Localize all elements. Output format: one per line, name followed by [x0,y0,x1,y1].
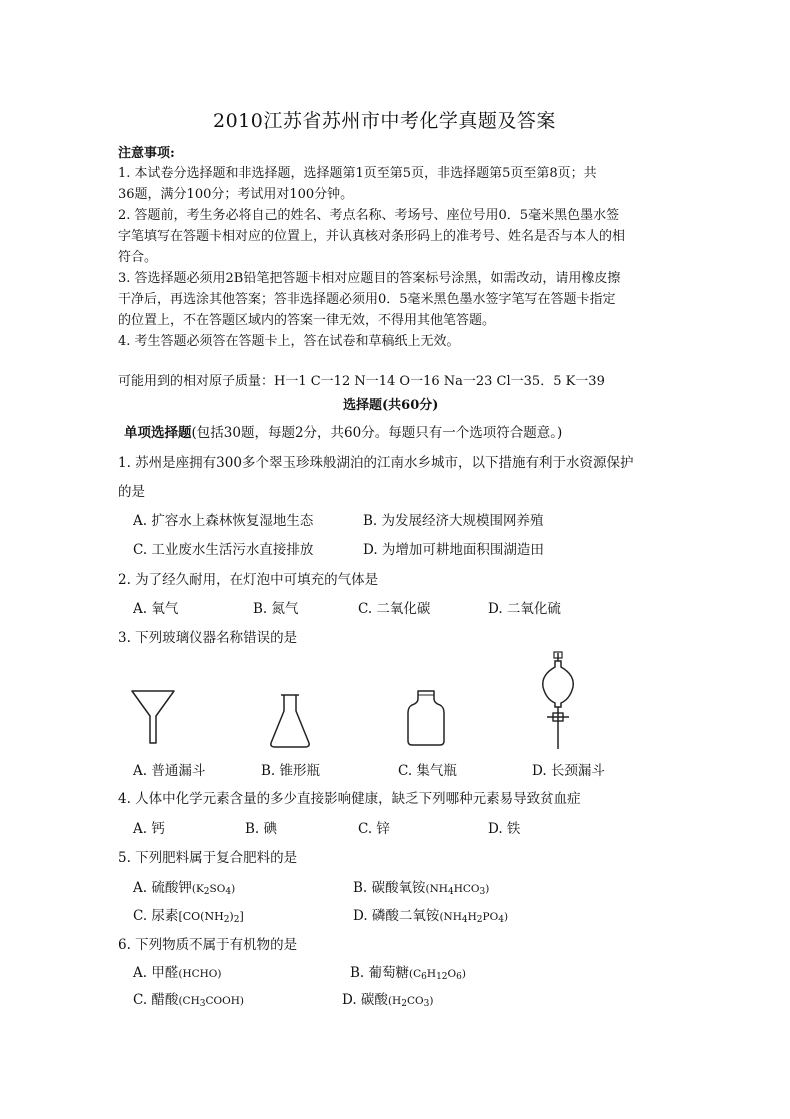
formula-text: ) [485,883,490,895]
conical-flask-icon [267,693,313,749]
formula-sub: 2 [203,887,210,897]
q6-d-name: D. 碳酸 [342,992,388,1008]
funnel-icon [130,689,176,745]
formula-sub: 2 [233,915,240,925]
q3-option-c: C. 集气瓶 [398,763,457,779]
formula-sub: 3 [479,887,486,897]
formula-sub: 4 [225,887,232,897]
formula-text: H [467,911,477,923]
formula-sub: 3 [423,999,430,1009]
formula-text: (NH [425,883,448,895]
formula-sub: 2 [476,915,483,925]
section-intro-rest: (包括30题，每题2分，共60分。每题只有一个选项符合题意。) [191,425,563,441]
notice-line: 4. 考生答题必须答在答题卡上，答在试卷和草稿纸上无效。 [118,334,460,349]
q3-option-b: B. 锥形瓶 [261,763,321,779]
formula-text: (C [409,968,422,980]
q5-b-name: B. 碳酸氧铵 [353,880,426,896]
q5-d-name: D. 磷酸二氧铵 [353,908,440,924]
q5-c-name: C. 尿素 [133,908,179,924]
formula-text: SO [209,883,226,895]
formula-text: ] [239,910,244,923]
q4-stem: 4. 人体中化学元素含量的多少直接影响健康，缺乏下列哪种元素易导致贫血症 [118,791,581,807]
formula-sub: 12 [436,972,448,982]
q2-option-c: C. 二氧化碳 [358,601,431,617]
formula-sub: 4 [498,915,504,925]
q3-stem: 3. 下列玻璃仪器名称错误的是 [118,630,298,646]
q4-option-d: D. 铁 [488,821,521,837]
formula-text: CO [406,995,424,1007]
formula-text: ) [231,883,236,895]
q1-option-a: A. 扩容水上森林恢复湿地生态 [133,513,314,529]
q3-option-d: D. 长颈漏斗 [532,763,605,779]
q2-option-d: D. 二氧化硫 [488,601,561,617]
notice-line: 2. 答题前，考生务必将自己的姓名、考点名称、考场号、座位号用0．5毫米黑色墨水签 [118,208,620,223]
formula-sub: 2 [401,999,407,1009]
q5-option-a [133,876,235,897]
q5-option-c [133,904,244,925]
long-neck-funnel-icon [535,651,581,751]
q6-stem: 6. 下列物质不属于有机物的是 [118,937,298,953]
section-intro [124,421,562,441]
notice-line: 的位置上，不在答题区域内的答案一律无效，不得用其他笔答题。 [118,313,496,328]
q1-stem: 1. 苏州是座拥有300多个翠玉珍珠般湖泊的江南水乡城市，以下措施有利于水资源保护 [118,455,634,471]
q6-d-formula [388,995,434,1007]
q1-option-d: D. 为增加可耕地面积围湖造田 [363,542,544,558]
notice-line: 1. 本试卷分选择题和非选择题，选择题第1页至第5页，非选择题第5页至第8页；共 [118,166,597,181]
q6-option-c [133,988,244,1009]
q1-option-c: C. 工业废水生活污水直接排放 [133,542,314,558]
q6-a-formula: (HCHO) [178,968,222,980]
formula-text: (NH [439,911,462,923]
q5-option-d [353,904,508,925]
atomic-masses: 可能用到的相对原子质量：H一1 C一12 N一14 O一16 Na一23 Cl一35．5 K一39 [118,374,605,389]
formula-text: (CH [178,995,200,1007]
q5-c-formula [178,910,243,923]
formula-text: ) [461,968,466,980]
formula-text: (K [191,883,204,895]
q2-option-a: A. 氧气 [133,601,179,617]
q5-d-formula [439,911,508,923]
notice-line: 干净后，再选涂其他答案；答非选择题必须用0．5毫米黑色墨水签字笔写在答题卡指定 [118,292,616,307]
notice-line: 3. 答选择题必须用2B铅笔把答题卡相对应题目的答案标号涂黑，如需改动，请用橡皮擦 [118,271,621,286]
formula-text: PO [482,911,499,923]
section-title: 选择题(共60分) [343,398,439,413]
q3-option-a: A. 普通漏斗 [133,763,206,779]
page-title: 2010江苏省苏州市中考化学真题及答案 [213,110,556,132]
formula-text: (H [387,995,402,1007]
formula-sub: 4 [447,887,454,897]
q6-option-a [133,961,222,981]
notice-line: 字笔填写在答题卡相对应的位置上，并认真核对条形码上的准考号、姓名是否与本人的相 [118,229,626,244]
formula-text: ) [503,911,509,923]
q5-stem: 5. 下列肥料属于复合肥料的是 [118,850,298,866]
q1-option-b: B. 为发展经济大规模围网养殖 [363,513,544,529]
formula-sub: 2 [223,915,230,925]
q6-option-d [342,988,433,1009]
formula-text: ) [229,910,234,923]
formula-text: ) [429,995,434,1007]
notice-line: 符合。 [118,250,158,265]
formula-text: COOH) [205,995,244,1007]
q5-a-formula [192,883,235,895]
formula-sub: 4 [461,915,468,925]
q5-option-b [353,876,489,897]
q4-option-b: B. 碘 [245,821,278,837]
q5-a-name: A. 硫酸钾 [133,880,192,896]
formula-sub: 6 [421,972,427,982]
q6-a-name: A. 甲醛 [133,965,179,981]
notice-line: 36题，满分100分；考试用对100分钟。 [118,187,354,202]
q4-option-c: C. 锌 [358,821,390,837]
formula-text: [CO(NH [178,910,224,923]
formula-text: H [426,968,437,980]
q6-b-formula [409,968,466,980]
formula-sub: 3 [199,999,206,1009]
q6-c-name: C. 醋酸 [133,992,179,1008]
formula-text: HCO [453,883,480,895]
q4-option-a: A. 钙 [133,821,165,837]
formula-text: O [447,968,457,980]
q2-option-b: B. 氮气 [253,601,299,617]
q6-option-b [350,961,466,982]
section-intro-bold: 单项选择题 [124,425,192,441]
gas-bottle-icon [406,689,446,747]
q1-stem: 的是 [118,484,145,500]
q6-b-name: B. 葡萄糖 [350,965,410,981]
q6-c-formula [178,995,244,1007]
q2-stem: 2. 为了经久耐用，在灯泡中可填充的气体是 [118,572,379,588]
q5-b-formula [426,883,490,895]
notice-heading: 注意事项: [118,146,175,161]
formula-sub: 6 [456,972,462,982]
